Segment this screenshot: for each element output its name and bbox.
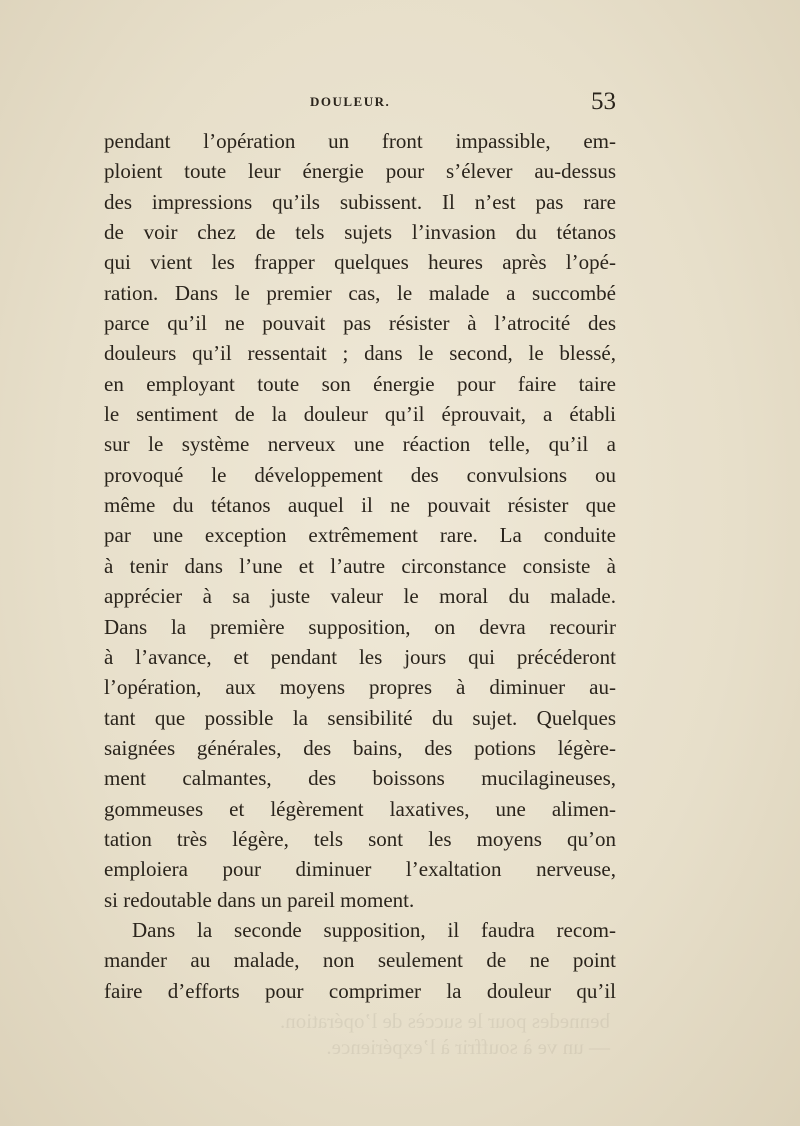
text-line: apprécier à sa juste valeur le moral du malade. (104, 584, 616, 609)
text-line: sur le système nerveux une réaction telle, qu’il a (104, 432, 616, 457)
text-line: parce qu’il ne pouvait pas résister à l’atrocité des (104, 311, 616, 336)
text-line: qui vient les frapper quelques heures après l’opé- (104, 250, 616, 275)
text-line: provoqué le développement des convulsions ou (104, 462, 616, 487)
text-line: le sentiment de la douleur qu’il éprouvait, a établi (104, 402, 616, 427)
text-line: emploiera pour diminuer l’exaltation nerveuse, (104, 857, 616, 882)
bleed-through-line: bennedes pour le succès de l’opération. (279, 1009, 610, 1033)
text-line: gommeuses et légèrement laxatives, une alimen- (104, 796, 616, 821)
text-line: tant que possible la sensibilité du sujet. Quelques (104, 705, 616, 730)
body-text (104, 126, 616, 1006)
text-line: des impressions qu’ils subissent. Il n’est pas rare (104, 189, 616, 214)
text-line: saignées générales, des bains, des potions légère- (104, 735, 616, 760)
text-line: mander au malade, non seulement de ne point (104, 948, 616, 973)
page-header (104, 88, 616, 124)
text-line: de voir chez de tels sujets l’invasion du tétanos (104, 220, 616, 245)
text-line: ploient toute leur énergie pour s’élever au-dessus (104, 159, 616, 184)
text-line: même du tétanos auquel il ne pouvait résister que (104, 493, 616, 518)
text-line: à l’avance, et pendant les jours qui précéderont (104, 644, 616, 669)
running-head: DOULEUR. (310, 94, 391, 109)
text-line: Dans la première supposition, on devra recourir (104, 614, 616, 639)
text-line: à tenir dans l’une et l’autre circonstance consiste à (104, 553, 616, 578)
text-line: douleurs qu’il ressentait ; dans le second, le blessé, (104, 341, 616, 366)
text-line: par une exception extrêmement rare. La conduite (104, 523, 616, 548)
bleed-through-text (190, 1008, 610, 1060)
bleed-through-line: — un ve à souffrir à l’expérience. (326, 1035, 610, 1059)
text-line: pendant l’opération un front impassible, em- (104, 129, 616, 153)
text-line: ration. Dans le premier cas, le malade a succombé (104, 280, 616, 305)
text-line: faire d’efforts pour comprimer la douleur qu’il (104, 978, 616, 1003)
text-line: Dans la seconde supposition, il faudra recom- (132, 917, 616, 942)
text-line: en employant toute son énergie pour faire taire (104, 371, 616, 396)
text-line: tation très légère, tels sont les moyens qu’on (104, 826, 616, 851)
text-line: ment calmantes, des boissons mucilagineuses, (104, 766, 616, 791)
text-line: l’opération, aux moyens propres à diminuer au- (104, 675, 616, 700)
page-number: 53 (591, 88, 616, 115)
text-line: si redoutable dans un pareil moment. (104, 887, 415, 912)
